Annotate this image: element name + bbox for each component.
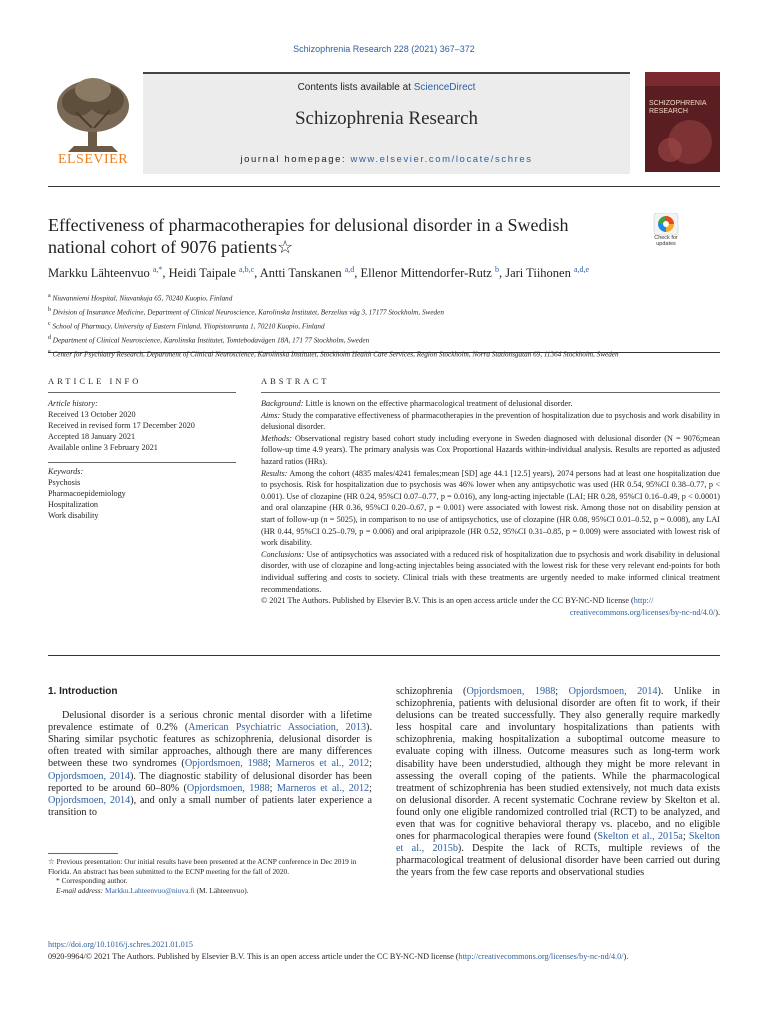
footnote-corresponding: * Corresponding author.: [56, 876, 128, 886]
affiliation-key: e: [48, 348, 51, 355]
cover-art-icon: [645, 72, 720, 172]
article-history: [48, 398, 236, 453]
keyword: Hospitalization: [48, 500, 99, 509]
footnote-divider: [48, 853, 118, 854]
article-info-divider: [48, 392, 236, 393]
citation-link[interactable]: Skelton et al., 2015a: [597, 831, 683, 843]
affiliation-key: b: [48, 306, 51, 313]
issn-end: ).: [623, 952, 629, 961]
history-label: Article history:: [48, 399, 98, 408]
license-end: ).: [715, 607, 720, 617]
affiliation-key: a: [48, 293, 51, 299]
sciencedirect-link[interactable]: ScienceDirect: [413, 82, 476, 93]
history-item: Received in revised form 17 December 2020: [48, 421, 195, 430]
aims-text: Study the comparative effectiveness of pharmacotherapies in the prevention of hospitalization due to psychosis and work disability in delusional disorder.: [261, 410, 720, 432]
title-divider: [48, 186, 720, 187]
journal-masthead: [48, 72, 720, 172]
author-name[interactable]: Heidi Taipale: [168, 266, 236, 281]
keyword: Pharmacoepidemiology: [48, 489, 126, 498]
body-paragraph: schizophrenia (Opjordsmoen, 1988; Opjordsmoen, 2014). Unlike in schizophrenia, patients with delusional disorder are often fit to work, if their delusions can be treated successfully. They also generally require markedly less hospital care and involuntary hospitalizations than patients with schizophrenia, making hospitalization a suboptimal outcome measure to evaluate coping with illness. Outcome measures such as long-term work disability have been understudied, although they might be more relevant in assessing the overall coping of the patients. While the pharmacological treatment of schizophrenia has been studied extensively, not much data exists on delusional disorder. A recent systematic Cochrane review by Skelton et al. found only one eligible randomized controlled trial (RCT) to be analyzed, and even that was for cognitive behavioral therapy vs. placebo, and no eligible ones for pharmacological therapies were found (Skelton et al., 2015a; Skelton et al., 2015b). Despite the lack of RCTs, multiple reviews of the pharmacological treatment of delusional disorder have been carried out during the years from the few case reports and observational studies: [396, 686, 720, 879]
citation-link[interactable]: Marneros et al., 2012: [276, 782, 370, 794]
author-affiliation-marker[interactable]: b: [494, 265, 499, 274]
cover-title: SCHIZOPHRENIA RESEARCH: [649, 100, 707, 115]
keywords-label: Keywords:: [48, 467, 84, 476]
abstract-results: [261, 468, 720, 549]
keywords-divider: [48, 462, 236, 463]
citation-link[interactable]: Opjordsmoen, 2014: [48, 770, 131, 782]
keyword: Work disability: [48, 511, 99, 520]
citation-link[interactable]: Opjordsmoen, 2014: [48, 794, 131, 806]
email-label: E-mail address:: [56, 885, 105, 895]
footnotes: [48, 857, 372, 895]
abstract-license: [261, 595, 720, 607]
abstract-conclusions: [261, 549, 720, 595]
journal-homepage-line: [143, 154, 630, 165]
author-affiliation-marker[interactable]: a,b,c: [239, 265, 255, 274]
affiliation-text: Center for Psychiatry Research, Department of Clinical Neuroscience, Karolinska Institutet, Stockholm Health Care Services, Region Stockholm, Norra Stationsgatan 69, 11364 Stockholm, Sweden: [52, 349, 619, 358]
body-column-left: [48, 686, 372, 819]
email-suffix: (M. Lähteenvuo).: [194, 885, 249, 895]
journal-cover-image: [645, 72, 720, 172]
affiliation-text: Division of Insurance Medicine, Department of Clinical Neuroscience, Karolinska Institutet, Berzelius väg 3, 17177 Stockholm, Sweden: [52, 308, 444, 317]
author-affiliation-marker[interactable]: a,*: [152, 265, 163, 274]
methods-label: Methods:: [261, 433, 292, 443]
author-affiliation-marker[interactable]: a,d,e: [573, 265, 590, 274]
results-text: Among the cohort (4835 males/4241 females;mean [SD] age 44.1 [12.5] years), 2074 persons had at least one hospitalization due to psychosis. Risk for hospitalization due to psychosis was 46% lower when any antipsychotic was used (HR 0.54, 95%CI 0.38–0.77, p < 0.001). Use of clozapine (HR 0.24, 95%CI 0.07–0.77, p = 0.016), any long-acting injectable (LAI; HR 0.28, 95%CI 0.16–0.49, p < 0.0001) and oral olanzapine (HR 0.36, 95%CI 0.20–0.67, p = 0.001) were associated with lowest risk. Among those not on disability pension at start of follow-up (n = 5025), in comparison to no use of antipsychotics, use of clozapine (HR 0.08, 95%CI 0.01–0.52, p = 0.008), any LAI (HR 0.44, 95%CI 0.25–0.79, p = 0.006) and oral aripiprazole (HR 0.52, 95%CI 0.31–0.85, p = 0.009) were associated with lowest risk of work disability.: [261, 468, 720, 548]
abstract-methods: [261, 433, 720, 468]
history-item: Received 13 October 2020: [48, 410, 136, 419]
background-text: Little is known on the effective pharmacological treatment of delusional disorder.: [303, 399, 573, 408]
doi-link[interactable]: https://doi.org/10.1016/j.schres.2021.01.015: [48, 940, 193, 949]
history-item: Accepted 18 January 2021: [48, 432, 136, 441]
footer-license-link[interactable]: http://creativecommons.org/licenses/by-nc-nd/4.0/: [458, 952, 624, 961]
paper-title: Effectiveness of pharmacotherapies for delusional disorder in a Swedish national cohort of 9076 patients☆: [48, 215, 569, 257]
body-paragraph: Delusional disorder is a serious chronic mental disorder with a lifetime prevalence estimate of 0.2% (American Psychiatric Association, 2013). Sharing similar psychotic features as schizophrenia, delusional disorder is often treated with similar approaches, although there are many differences between these two syndromes (Opjordsmoen, 1988; Marneros et al., 2012; Opjordsmoen, 2014). The diagnostic stability of delusional disorder has been reported to be around 60–80% (Opjordsmoen, 1988; Marneros et al., 2012; Opjordsmoen, 2014), and only a small number of patients later experience a transition to: [48, 710, 372, 818]
methods-text: Observational registry based cohort study including everyone in Sweden diagnosed with delusional disorder (N = 9076;mean follow-up time 4.9 years). The primary analysis was Cox Proportional Hazards within-individual analysis. Results are reported as adjusted hazard ratios (HRs).: [261, 433, 720, 466]
citation-link[interactable]: American Psychiatric Association, 2013: [188, 722, 367, 734]
footnote-presentation: ☆ Previous presentation: Our initial results have been presented at the ACNP conference in Dec 2019 in Florida. An abstract has been submitted to the ECNP meeting for the fall of 2020.: [48, 857, 357, 876]
abstract-divider: [261, 392, 720, 393]
issn-license-line: [48, 952, 720, 961]
crossmark-icon: [646, 213, 686, 237]
section-heading: 1. Introduction: [48, 686, 118, 697]
citation-link[interactable]: Opjordsmoen, 1988: [184, 758, 268, 770]
aims-label: Aims:: [261, 410, 281, 420]
journal-reference[interactable]: Schizophrenia Research 228 (2021) 367–372: [293, 44, 475, 54]
author-name[interactable]: Markku Lähteenvuo: [48, 266, 150, 281]
journal-title[interactable]: Schizophrenia Research: [294, 108, 479, 129]
homepage-prefix: journal homepage:: [240, 154, 351, 165]
affiliation-item: [48, 305, 720, 319]
elsevier-logo: [48, 72, 138, 172]
affiliation-key: d: [48, 334, 51, 341]
conclusions-label: Conclusions:: [261, 549, 305, 559]
results-label: Results:: [261, 468, 288, 478]
license-link[interactable]: creativecommons.org/licenses/by-nc-nd/4.0/: [569, 607, 716, 617]
masthead-banner: [143, 72, 630, 174]
license-link-part[interactable]: http://: [633, 596, 654, 606]
license-text: © 2021 The Authors. Published by Elsevier B.V. This is an open access article under the CC BY-NC-ND license (: [261, 596, 634, 606]
affiliations-divider: [48, 352, 720, 353]
abstract-aims: [261, 410, 720, 433]
citation-link[interactable]: Opjordsmoen, 2014: [568, 686, 658, 697]
citation-link[interactable]: Opjordsmoen, 1988: [466, 686, 556, 697]
author-affiliation-marker[interactable]: a,d: [344, 265, 355, 274]
author-name[interactable]: Jari Tiihonen: [505, 266, 571, 281]
contents-prefix: Contents lists available at: [297, 82, 414, 93]
citation-link[interactable]: Marneros et al., 2012: [275, 758, 370, 770]
affiliation-item: [48, 291, 720, 305]
abstract-license-link-line: [261, 607, 720, 619]
article-info-heading: ARTICLE INFO: [48, 376, 142, 386]
affiliation-item: [48, 333, 720, 347]
issn-text: 0920-9964/© 2021 The Authors. Published by Elsevier B.V. This is an open access article under the CC BY-NC-ND license (: [48, 952, 459, 961]
email-link[interactable]: Markku.Lahteenvuo@niuva.fi: [105, 885, 195, 895]
affiliation-key: c: [48, 320, 51, 327]
background-label: Background:: [261, 399, 304, 408]
history-item: Available online 3 February 2021: [48, 443, 158, 452]
author-name[interactable]: Ellenor Mittendorfer-Rutz: [360, 266, 492, 281]
check-for-updates-badge[interactable]: [646, 213, 686, 261]
citation-link[interactable]: Opjordsmoen, 1988: [186, 782, 270, 794]
keyword: Psychosis: [48, 478, 81, 487]
affiliation-text: School of Pharmacy, University of Eastern Finland, Yliopistonranta 1, 70210 Kuopio, Finland: [52, 322, 325, 331]
abstract-body: [261, 398, 720, 618]
abstract-background: [261, 398, 720, 410]
affiliation-item: [48, 347, 720, 361]
crossmark-label: Check for updates: [654, 235, 678, 247]
author-list: Markku Lähteenvuo $^{a,*}$, Heidi Taipale $^{a,b,c}$, Antti Tanskanen $^{a,d}$, Ellenor Mittendorfer-Rutz $^b$, Jari Tiihonen $^{a,d,e}$: [48, 265, 590, 281]
keywords: [48, 466, 236, 521]
contents-line: [143, 82, 630, 93]
affiliations: [48, 291, 720, 360]
abstract-bottom-divider: [48, 655, 720, 656]
footnote-email: [48, 886, 372, 896]
citation-link[interactable]: Skelton et al., 2015b: [396, 831, 720, 855]
affiliation-item: [48, 319, 720, 333]
elsevier-wordmark: ELSEVIER: [57, 152, 129, 167]
homepage-link[interactable]: www.elsevier.com/locate/schres: [350, 154, 533, 165]
abstract-heading: ABSTRACT: [261, 376, 330, 386]
author-name[interactable]: Antti Tanskanen: [259, 266, 342, 281]
body-column-right: [396, 686, 720, 880]
affiliation-text: Niuvanniemi Hospital, Niuvankuja 65, 70240 Kuopio, Finland: [52, 294, 233, 303]
affiliation-text: Department of Clinical Neuroscience, Karolinska Institutet, Tomtebodavägen 18A, 171 77 Stockholm, Sweden: [52, 336, 370, 345]
conclusions-text: Use of antipsychotics was associated with a reduced risk of hospitalization due to psychosis and work disability in delusional disorder, with use of clozapine and long-acting injectables being associated with the lowest risk for these very relevant end-points for both individual suffering and costs to society. Clinical trials with these treatments are urgently needed to make informed clinical treatment recommendations.: [261, 549, 720, 594]
